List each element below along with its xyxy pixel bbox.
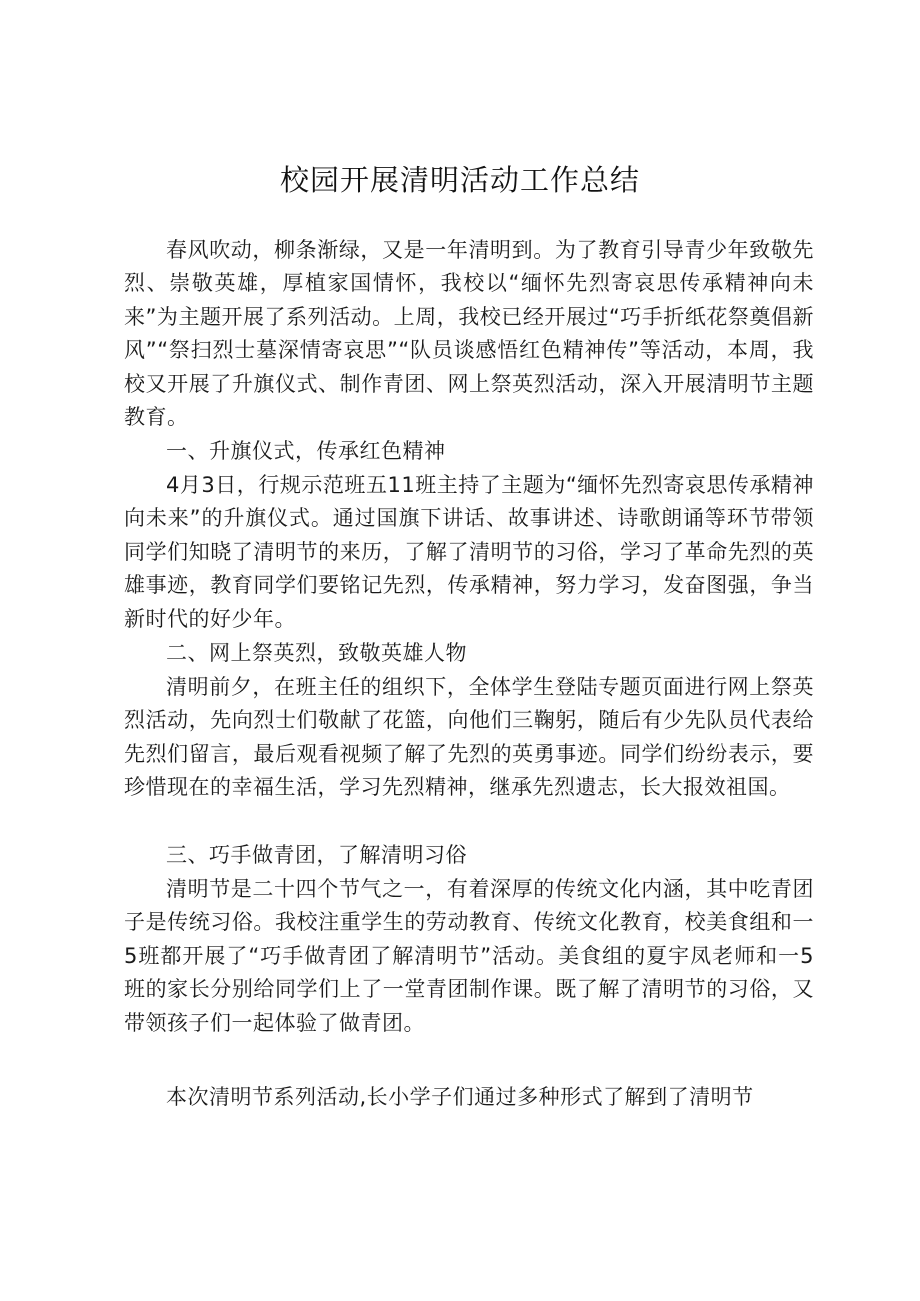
closing-paragraph: 本次清明节系列活动,长小学子们通过多种形式了解到了清明节 bbox=[166, 1085, 754, 1109]
section-body-online-tribute: 清明前夕，在班主任的组织下，全体学生登陆专题页面进行网上祭英烈活动，先向烈士们敬献了花篮，向他们三鞠躬，随后有少先队员代表给先烈们留言，最后观看视频了解了先烈的英勇事迹。同学们纷纷表示，要珍惜现在的幸福生活，学习先烈精神，继承先烈遗志，长大报效祖国。 bbox=[124, 675, 814, 800]
document-title: 校园开展清明活动工作总结 bbox=[279, 163, 640, 197]
section-body-flag-ceremony: 4月3日，行规示范班五11班主持了主题为“缅怀先烈寄哀思传承精神向未来”的升旗仪式。通过国旗下讲话、故事讲述、诗歌朗诵等环节带领同学们知晓了清明节的来历，了解了清明节的习俗，学习了革命先烈的英雄事迹，教育同学们要铭记先烈，传承精神，努力学习，发奋图强，争当新时代的好少年。 bbox=[124, 473, 814, 631]
section-heading-qingtuan: 三、巧手做青团，了解清明习俗 bbox=[166, 843, 467, 867]
section-heading-online-tribute: 二、网上祭英烈，致敬英雄人物 bbox=[166, 641, 467, 665]
section-heading-flag-ceremony: 一、升旗仪式，传承红色精神 bbox=[166, 439, 446, 463]
intro-paragraph: 春风吹动，柳条渐绿，又是一年清明到。为了教育引导青少年致敬先烈、崇敬英雄，厚植家国情怀，我校以“缅怀先烈寄哀思传承精神向未来”为主题开展了系列活动。上周，我校已经开展过“巧手折纸花祭奠倡新风”“祭扫烈士墓深情寄哀思”“队员谈感悟红色精神传”等活动，本周，我校又开展了升旗仪式、制作青团、网上祭英烈活动，深入开展清明节主题教育。 bbox=[124, 238, 814, 430]
section-body-qingtuan: 清明节是二十四个节气之一，有着深厚的传统文化内涵，其中吃青团子是传统习俗。我校注重学生的劳动教育、传统文化教育，校美食组和一5班都开展了“巧手做青团了解清明节”活动。美食组的夏宇凤老师和一5班的家长分别给同学们上了一堂青团制作课。既了解了清明节的习俗，又带领孩子们一起体验了做青团。 bbox=[124, 877, 814, 1035]
